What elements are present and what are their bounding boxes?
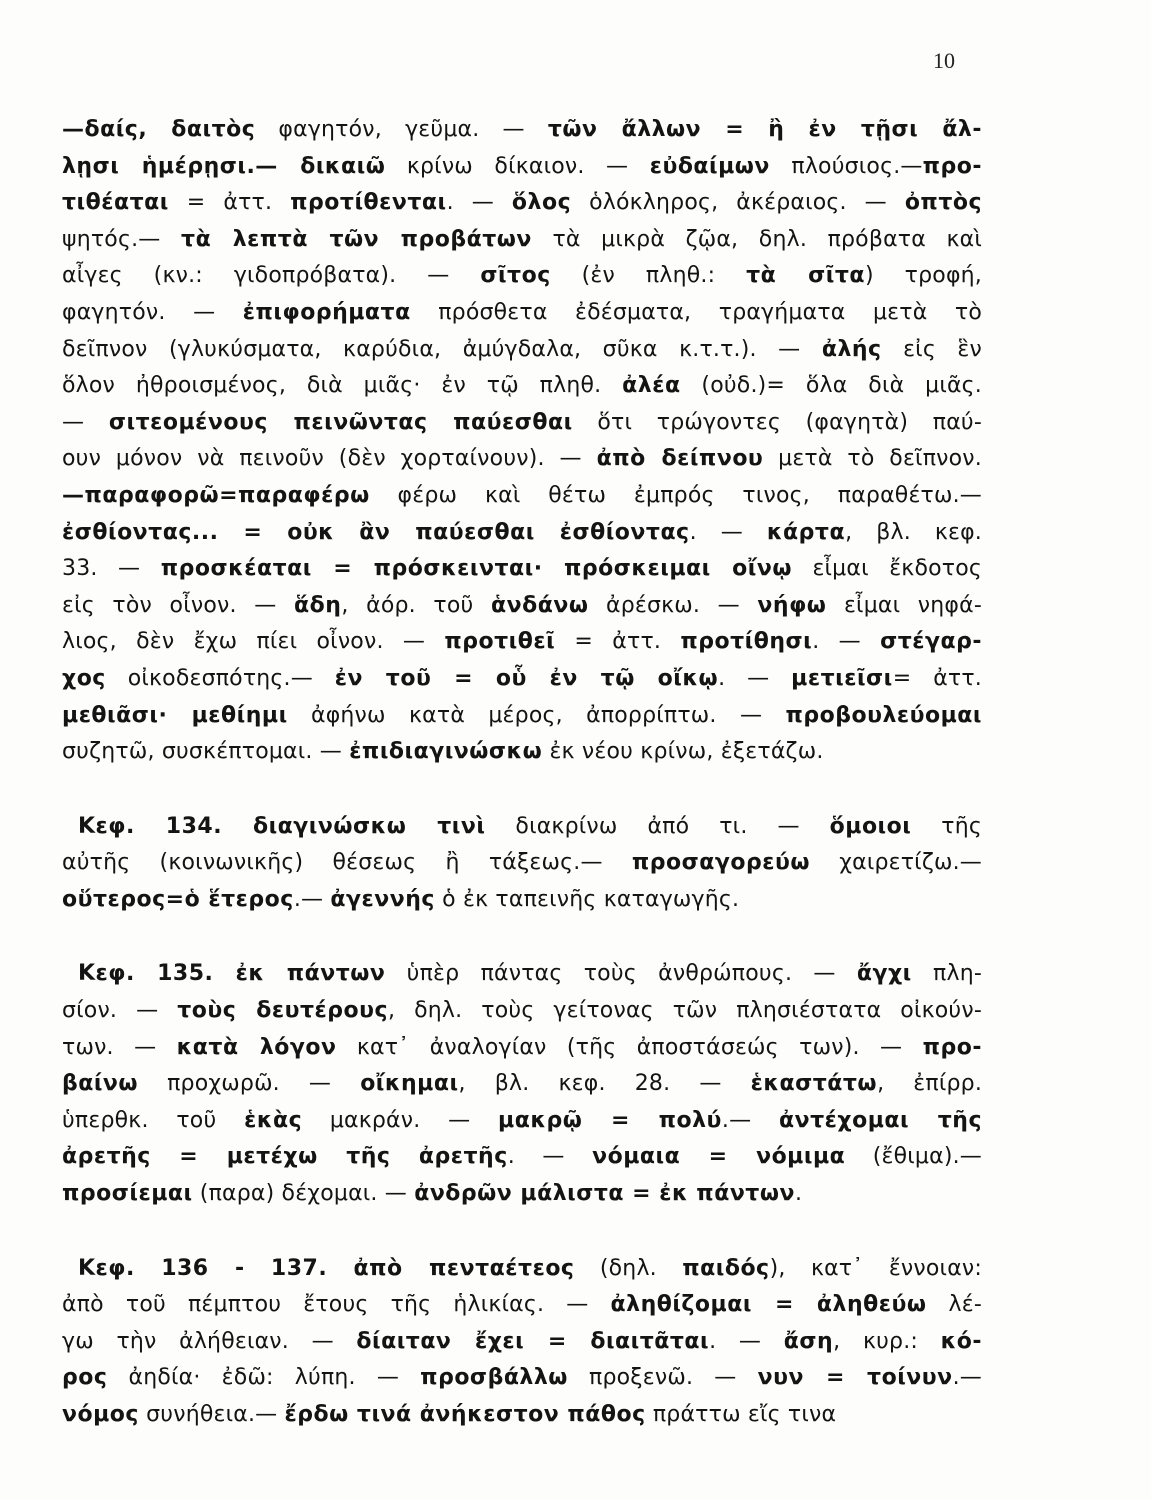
gloss-text: (δηλ. bbox=[574, 1255, 683, 1281]
gloss-text: . — bbox=[812, 629, 881, 655]
lemma-term: προσβάλλω bbox=[420, 1365, 568, 1391]
gloss-text: κατ᾽ ἀναλογίαν (τῆς ἀποστάσεώς των). — bbox=[336, 1034, 923, 1060]
gloss-text: ἀρέσκω. — bbox=[588, 592, 758, 618]
lemma-term: τὰ σῖτα bbox=[746, 263, 865, 289]
gloss-text: αὐτῆς (κοινωνικῆς) θέσεως ἢ τάξεως.— bbox=[62, 850, 632, 876]
text-line bbox=[62, 845, 982, 882]
lemma-term: ἀρετῆς = μετέχω τῆς ἀρετῆς bbox=[62, 1144, 508, 1170]
text-line bbox=[62, 1360, 982, 1397]
gloss-text: , κυρ.: bbox=[833, 1328, 941, 1354]
gloss-text: .— bbox=[952, 1365, 982, 1391]
text-line bbox=[62, 258, 982, 295]
lemma-term: Κεφ. 134. διαγινώσκω τινὶ bbox=[78, 813, 486, 839]
gloss-text: , βλ. κεφ. bbox=[845, 519, 983, 545]
lemma-term: Κεφ. 135. ἐκ πάντων bbox=[78, 961, 386, 987]
lemma-term: δίαιταν ἔχει = διαιτᾶται bbox=[356, 1328, 710, 1354]
gloss-text: σίον. — bbox=[62, 998, 178, 1024]
gloss-text: ὅτι τρώγοντες (φαγητὰ) παύ- bbox=[572, 409, 983, 435]
lemma-term: σῖτος bbox=[480, 263, 551, 289]
text-line bbox=[62, 295, 982, 332]
lemma-term: προτίθησι bbox=[680, 629, 813, 655]
gloss-text: οἰκοδεσπότης.— bbox=[105, 665, 335, 691]
text-line bbox=[62, 1397, 982, 1434]
lemma-term: ἀληθίζομαι = ἀληθεύω bbox=[610, 1292, 927, 1318]
gloss-text: ὁλόκληρος, ἀκέραιος. — bbox=[571, 190, 905, 216]
text-line bbox=[62, 1030, 982, 1067]
gloss-text: αἶγες (κν.: γιδοπρόβατα). — bbox=[62, 263, 481, 289]
lemma-term: κάρτα bbox=[766, 519, 846, 545]
lemma-term: ἄση bbox=[783, 1328, 834, 1354]
text-line bbox=[62, 1176, 982, 1213]
lemma-term: ἑκαστάτω bbox=[750, 1071, 878, 1097]
gloss-text: κρίνω δίκαιον. — bbox=[385, 153, 650, 179]
gloss-text: ἐκ νέου κρίνω, ἐξετάζω. bbox=[542, 739, 824, 765]
gloss-text: , δηλ. τοὺς γείτονας τῶν πλησιέστατα οἰκούν- bbox=[387, 998, 982, 1024]
section-kef-136-137 bbox=[62, 1251, 982, 1434]
lemma-term: ἐπιδιαγινώσκω bbox=[349, 739, 543, 765]
lemma-term: προ- bbox=[922, 1034, 982, 1060]
gloss-text: συζητῶ, συσκέπτομαι. — bbox=[62, 739, 350, 765]
lemma-term: προ- bbox=[922, 153, 983, 179]
text-line bbox=[62, 1103, 982, 1140]
gloss-text: εἶμαι ἔκδοτος bbox=[791, 556, 982, 582]
lemma-term: ἐπιφορήματα bbox=[242, 299, 411, 325]
gloss-text: (παρα) δέχομαι. — bbox=[192, 1181, 415, 1207]
lemma-term: νήφω bbox=[757, 592, 827, 618]
gloss-text: ἀφήνω κατὰ μέρος, ἀπορρίπτω. — bbox=[287, 702, 786, 728]
text-line bbox=[62, 1066, 982, 1103]
gloss-text: ) τροφή, bbox=[864, 263, 982, 289]
gloss-text: λέ- bbox=[926, 1292, 982, 1318]
gloss-text: .— bbox=[293, 886, 331, 912]
text-line bbox=[62, 1251, 982, 1288]
gloss-text: ὅλον ἠθροισμένος, διὰ μιᾶς· ἐν τῷ πληθ. bbox=[62, 373, 623, 399]
gloss-text: . — bbox=[718, 665, 792, 691]
text-line bbox=[62, 1324, 982, 1361]
gloss-text: . bbox=[794, 1181, 803, 1207]
lemma-term: ἅδη bbox=[294, 592, 342, 618]
gloss-text: πρόσθετα ἐδέσματα, τραγήματα μετὰ τὸ bbox=[410, 299, 983, 325]
gloss-text: , ἀόρ. τοῦ bbox=[341, 592, 492, 618]
lemma-term: ἀλής bbox=[821, 336, 882, 362]
gloss-text: ὑπερθκ. τοῦ bbox=[62, 1107, 245, 1133]
text-line bbox=[62, 441, 982, 478]
gloss-text: = ἀττ. bbox=[168, 190, 291, 216]
lemma-term: τιθέαται bbox=[62, 190, 169, 216]
gloss-text: χαιρετίζω.— bbox=[809, 850, 982, 876]
gloss-text: ουν μόνον νὰ πεινοῦν (δὲν χορταίνουν). — bbox=[62, 446, 597, 472]
gloss-text: δεῖπνον (γλυκύσματα, καρύδια, ἀμύγδαλα, σῦκα κ.τ.τ.). — bbox=[62, 336, 822, 362]
text-line bbox=[62, 1287, 982, 1324]
text-line bbox=[62, 222, 982, 259]
lemma-term: προσκέαται = πρόσκεινται· πρόσκειμαι οἴνῳ bbox=[160, 556, 792, 582]
gloss-text: ὑπὲρ πάντας τοὺς ἀνθρώπους. — bbox=[385, 961, 857, 987]
lemma-term: τοὺς δευτέρους bbox=[177, 998, 388, 1024]
text-line bbox=[62, 405, 982, 442]
text-line bbox=[62, 993, 982, 1030]
lemma-term: οἴκημαι bbox=[360, 1071, 459, 1097]
gloss-text: — bbox=[62, 409, 109, 435]
lemma-term: νόμος bbox=[62, 1402, 139, 1427]
lemma-term: ὀπτὸς bbox=[904, 190, 983, 216]
gloss-text: εἰς τὸν οἶνον. — bbox=[62, 592, 295, 618]
lemma-term: ἀλέα bbox=[622, 373, 681, 399]
text-line bbox=[62, 809, 982, 846]
section-kef-135 bbox=[62, 956, 982, 1212]
gloss-text: μακράν. — bbox=[302, 1107, 499, 1133]
text-line bbox=[62, 368, 982, 405]
lemma-term: μεθιᾶσι· μεθίημι bbox=[62, 702, 288, 728]
gloss-text: προχωρῶ. — bbox=[138, 1071, 361, 1097]
gloss-text: πλη- bbox=[911, 961, 982, 987]
lemma-term: —δαίς, δαιτὸς bbox=[62, 117, 256, 142]
gloss-text: των. — bbox=[62, 1034, 177, 1060]
lemma-term: ἀντέχομαι τῆς bbox=[779, 1107, 982, 1133]
gloss-text: πλούσιος.— bbox=[769, 153, 923, 179]
lemma-term: μακρῷ = πολύ bbox=[498, 1107, 722, 1133]
text-line bbox=[62, 551, 982, 588]
text-line bbox=[62, 149, 982, 186]
gloss-text: ἀπὸ τοῦ πέμπτου ἔτους τῆς ἡλικίας. — bbox=[62, 1292, 611, 1318]
lemma-term: ἔρδω τινά ἀνήκεστον πάθος bbox=[284, 1402, 646, 1427]
gloss-text: ἀηδία· ἐδῶ: λύπη. — bbox=[107, 1365, 421, 1391]
gloss-text: = ἀττ. bbox=[555, 629, 681, 655]
gloss-text: . — bbox=[709, 1328, 784, 1354]
lemma-term: κατὰ λόγον bbox=[176, 1034, 337, 1060]
lemma-term: χος bbox=[62, 665, 106, 691]
lemma-term: προτιθεῖ bbox=[444, 629, 556, 655]
gloss-text: εἰς ἓν bbox=[881, 336, 982, 362]
lemma-term: παιδός bbox=[682, 1255, 770, 1281]
text-line bbox=[62, 332, 982, 369]
text-line bbox=[62, 661, 982, 698]
lemma-term: προσαγορεύω bbox=[631, 850, 810, 876]
gloss-text: τὰ μικρὰ ζῷα, δηλ. πρόβατα καὶ bbox=[531, 226, 982, 252]
text-line bbox=[62, 882, 982, 919]
lemma-term: ἁνδάνω bbox=[491, 592, 589, 618]
lemma-term: ρος bbox=[62, 1365, 108, 1391]
lemma-term: Κεφ. 136 - 137. ἀπὸ πενταέτεος bbox=[78, 1255, 575, 1281]
gloss-text: προξενῶ. — bbox=[567, 1365, 758, 1391]
gloss-text: φαγητόν. — bbox=[62, 299, 243, 325]
gloss-text: (ἔθιμα).— bbox=[845, 1144, 982, 1170]
lemma-term: στέγαρ- bbox=[880, 629, 983, 655]
gloss-text: .— bbox=[721, 1107, 780, 1133]
gloss-text: τῆς bbox=[911, 813, 982, 839]
text-line bbox=[62, 515, 982, 552]
lemma-term: νόμαια = νόμιμα bbox=[592, 1144, 846, 1170]
lemma-term: λῃσι ἡμέρῃσι.— δικαιῶ bbox=[62, 153, 386, 179]
gloss-text: ), κατ᾽ ἔννοιαν: bbox=[769, 1255, 982, 1281]
gloss-text: . — bbox=[689, 519, 767, 545]
text-line bbox=[62, 1139, 982, 1176]
lemma-term: ἐν τοῦ = οὗ ἐν τῷ οἴκῳ bbox=[334, 665, 719, 691]
gloss-text: (οὐδ.)= ὅλα διὰ μιᾶς. bbox=[680, 373, 982, 399]
lemma-term: τῶν ἄλλων = ἢ ἐν τῇσι ἄλ- bbox=[547, 117, 982, 142]
gloss-text: ψητός.— bbox=[62, 226, 182, 252]
lemma-term: ἀγεννής bbox=[330, 886, 435, 912]
text-line bbox=[62, 734, 982, 771]
text-line bbox=[62, 956, 982, 993]
gloss-text: εἶμαι νηφά- bbox=[826, 592, 982, 618]
lemma-term: προβουλεύομαι bbox=[785, 702, 982, 728]
gloss-text: μετὰ τὸ δεῖπνον. bbox=[763, 446, 982, 472]
section-kef-134 bbox=[62, 809, 982, 919]
gloss-text: . — bbox=[507, 1144, 593, 1170]
lemma-term: ἐσθίοντας... = οὐκ ἂν παύεσθαι ἐσθίοντας bbox=[62, 519, 690, 545]
text-line bbox=[62, 588, 982, 625]
gloss-text: λιος, δὲν ἔχω πίει οἶνον. — bbox=[62, 629, 445, 655]
lemma-term: —παραφορῶ=παραφέρω bbox=[62, 482, 370, 508]
lemma-term: μετιεῖσι bbox=[791, 665, 893, 691]
lemma-term: ἀνδρῶν μάλιστα = ἐκ πάντων bbox=[414, 1181, 795, 1207]
lemma-term: προτίθενται bbox=[290, 190, 447, 216]
lemma-term: νυν = τοίνυν bbox=[757, 1365, 953, 1391]
lemma-term: ἄγχι bbox=[856, 961, 912, 987]
lemma-term: ἀπὸ δείπνου bbox=[596, 446, 764, 472]
gloss-text: ὁ ἐκ ταπεινῆς καταγωγῆς. bbox=[434, 886, 740, 912]
lemma-term: οὕτερος=ὁ ἕτερος bbox=[62, 886, 294, 912]
lemma-term: προσίεμαι bbox=[62, 1181, 193, 1207]
text-line bbox=[62, 624, 982, 661]
lemma-term: ὅλος bbox=[511, 190, 572, 216]
gloss-text: , ἐπίρρ. bbox=[877, 1071, 983, 1097]
lemma-term: τὰ λεπτὰ τῶν προβάτων bbox=[181, 226, 532, 252]
text-line bbox=[62, 185, 982, 222]
gloss-text: συνήθεια.— bbox=[138, 1402, 285, 1427]
text-line bbox=[62, 698, 982, 735]
gloss-text: , βλ. κεφ. 28. — bbox=[458, 1071, 751, 1097]
text-line bbox=[62, 478, 982, 515]
lemma-term: βαίνω bbox=[62, 1071, 139, 1097]
gloss-text: γω τὴν ἀλήθειαν. — bbox=[62, 1328, 357, 1354]
gloss-text: διακρίνω ἀπό τι. — bbox=[485, 813, 830, 839]
gloss-text: = ἀττ. bbox=[892, 665, 982, 691]
gloss-text: 33. — bbox=[62, 556, 161, 582]
lemma-term: σιτεομένους πεινῶντας παύεσθαι bbox=[108, 409, 573, 435]
text-line bbox=[62, 112, 982, 149]
gloss-text: . — bbox=[446, 190, 512, 216]
lemma-term: εὐδαίμων bbox=[649, 153, 770, 179]
gloss-text: φέρω καὶ θέτω ἐμπρός τινος, παραθέτω.— bbox=[369, 482, 982, 508]
lemma-term: ὅμοιοι bbox=[829, 813, 912, 839]
section-intro bbox=[62, 112, 982, 771]
lemma-term: κό- bbox=[940, 1328, 982, 1354]
lemma-term: ἑκὰς bbox=[244, 1107, 303, 1133]
gloss-text: φαγητόν, γεῦμα. — bbox=[255, 117, 548, 142]
gloss-text: (ἐν πληθ.: bbox=[550, 263, 747, 289]
page-number: 10 bbox=[933, 48, 955, 73]
gloss-text: πράττω εἴς τινα bbox=[645, 1402, 837, 1427]
glossary-text bbox=[62, 112, 982, 1472]
